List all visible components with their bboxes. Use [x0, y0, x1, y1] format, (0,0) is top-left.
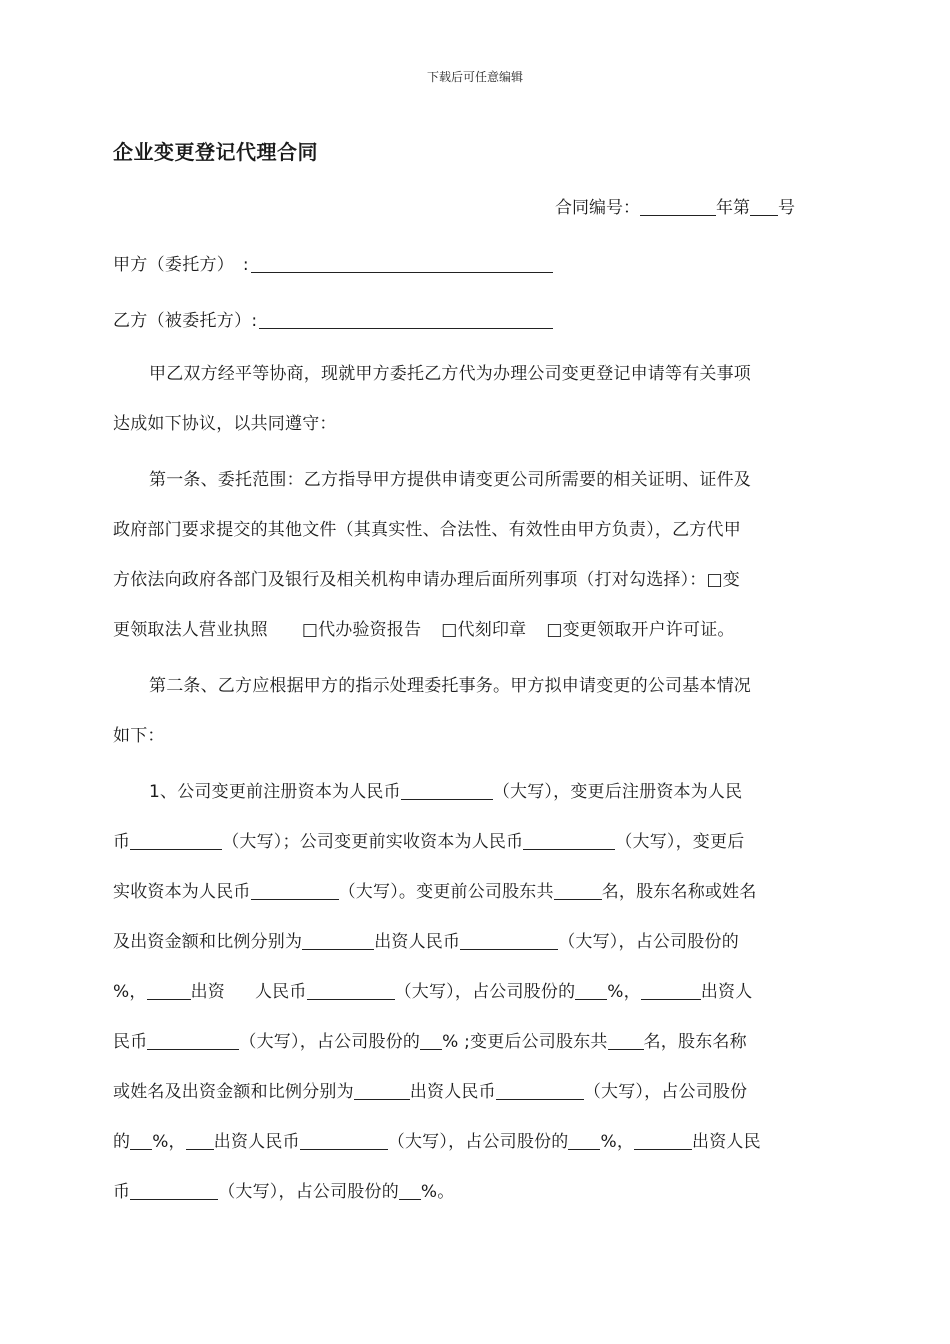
text-segment: 出资人民: [692, 1132, 761, 1152]
item-1-line-7: [113, 1067, 827, 1117]
text-segment: （大写），占公司股份的: [394, 982, 576, 1002]
text-segment: %，: [113, 982, 147, 1002]
text-segment: （大写）；公司变更前实收资本为人民币: [222, 832, 524, 852]
blank-reg-capital-after[interactable]: [130, 831, 222, 850]
blank-paid-capital-before[interactable]: [523, 831, 615, 850]
blank-shareholder-1-amount[interactable]: [460, 931, 558, 950]
text-segment: 及出资金额和比例分别为: [113, 932, 303, 952]
text-segment: （大写），占公司股份的: [558, 932, 739, 952]
text-segment: 名，股东名称: [643, 1032, 747, 1052]
blank-new-shareholder-1-name[interactable]: [354, 1081, 410, 1100]
blank-new-shareholder-2-name[interactable]: [186, 1131, 214, 1150]
text-segment: %，: [600, 1132, 635, 1152]
blank-reg-capital-before[interactable]: [401, 781, 493, 800]
contract-year-suffix: 年第: [716, 198, 750, 218]
party-b-blank[interactable]: [259, 310, 553, 329]
item-1-line-2: [113, 817, 827, 867]
article-2: [113, 661, 827, 761]
blank-shareholder-3-percent[interactable]: [420, 1031, 442, 1050]
text-segment: （大写），占公司股份的: [239, 1032, 421, 1052]
party-a-label: 甲方（委托方） :: [113, 255, 249, 275]
text-segment: （大写）。变更前公司股东共: [338, 882, 554, 902]
blank-shareholder-count-after[interactable]: [608, 1031, 644, 1050]
text-segment: 人民币: [254, 982, 307, 1002]
blank-new-shareholder-1-amount[interactable]: [496, 1081, 584, 1100]
item-1-line-8: [113, 1117, 827, 1167]
contract-number-suffix: 号: [778, 198, 795, 218]
item-1-line-3: [113, 867, 827, 917]
item-1-line-9: [113, 1167, 827, 1217]
article-1-line-3: [113, 555, 827, 605]
document-title: 企业变更登记代理合同: [113, 140, 318, 164]
text-segment: 名，股东名称或姓名: [601, 882, 757, 902]
text-segment: %。: [420, 1182, 455, 1202]
text-segment: 实收资本为人民币: [113, 882, 251, 902]
text-segment: （大写），占公司股份的: [387, 1132, 569, 1152]
option-seal-engraving[interactable]: □代刻印章: [441, 620, 527, 640]
text-segment: 币: [113, 832, 131, 852]
contract-number-line: [555, 193, 795, 218]
text-segment: 民币: [113, 1032, 148, 1052]
party-b-line: [113, 306, 553, 331]
blank-shareholder-2-amount[interactable]: [307, 981, 395, 1000]
blank-shareholder-1-name[interactable]: [302, 931, 374, 950]
blank-new-shareholder-2-amount[interactable]: [300, 1131, 388, 1150]
item-1: [113, 767, 827, 1217]
text-segment: 的: [113, 1132, 131, 1152]
contract-number-label: 合同编号：: [555, 198, 640, 218]
article-1-line-4: [113, 605, 827, 655]
text-segment: %，: [152, 1132, 186, 1152]
item-1-line-5: [113, 967, 827, 1017]
blank-shareholder-2-percent[interactable]: [575, 981, 607, 1000]
text-segment: （大写），变更后注册资本为人民: [492, 782, 743, 802]
party-b-label: 乙方（被委托方）:: [113, 311, 258, 331]
contract-number-blank[interactable]: [750, 197, 778, 216]
text-segment: % ;变更后公司股东共: [442, 1032, 608, 1052]
article-2-line-2: 如下：: [113, 726, 165, 746]
intro-line-2: 达成如下协议，以共同遵守：: [113, 414, 337, 434]
blank-new-shareholder-3-name[interactable]: [634, 1131, 692, 1150]
text-segment: 出资人民币: [374, 932, 461, 952]
blank-shareholder-3-name[interactable]: [641, 981, 701, 1000]
item-1-line-1: [113, 767, 827, 817]
text-segment: （大写），占公司股份: [583, 1082, 748, 1102]
option-account-license[interactable]: □变更领取开户许可证。: [546, 620, 735, 640]
article-1: [113, 455, 827, 655]
article-1-line-1: 第一条、委托范围：乙方指导甲方提供申请变更公司所需要的相关证明、证件及: [149, 470, 751, 490]
blank-paid-capital-after[interactable]: [251, 881, 339, 900]
intro-line-1: 甲乙双方经平等协商，现就甲方委托乙方代为办理公司变更登记申请等有关事项: [149, 364, 751, 384]
blank-new-shareholder-3-amount[interactable]: [130, 1181, 218, 1200]
text-segment: （大写），占公司股份的: [218, 1182, 399, 1202]
text-segment: %，: [607, 982, 641, 1002]
text-segment: 出资: [190, 982, 225, 1002]
blank-new-shareholder-1-percent[interactable]: [130, 1131, 152, 1150]
text-segment: 1、公司变更前注册资本为人民币: [149, 782, 401, 802]
header-note: 下载后可任意编辑: [426, 70, 523, 84]
blank-new-shareholder-2-percent[interactable]: [568, 1131, 600, 1150]
article-1-line-2: 政府部门要求提交的其他文件（其真实性、合法性、有效性由甲方负责），乙方代甲: [113, 520, 741, 540]
intro-paragraph: [113, 349, 827, 449]
text-segment: 或姓名及出资金额和比例分别为: [113, 1082, 354, 1102]
text-segment: 出资人民币: [213, 1132, 300, 1152]
contract-year-blank[interactable]: [640, 197, 716, 216]
text-segment: 出资人: [700, 982, 753, 1002]
blank-shareholder-2-name[interactable]: [147, 981, 191, 1000]
text-segment: 币: [113, 1182, 131, 1202]
blank-shareholder-count-before[interactable]: [554, 881, 602, 900]
option-business-license-b[interactable]: 更领取法人营业执照: [113, 620, 268, 640]
item-1-line-6: [113, 1017, 827, 1067]
option-capital-verification[interactable]: □代办验资报告: [301, 620, 422, 640]
blank-shareholder-3-amount[interactable]: [147, 1031, 239, 1050]
text-segment: （大写），变更后: [615, 832, 745, 852]
party-a-blank[interactable]: [251, 254, 553, 273]
text-segment: 出资人民币: [409, 1082, 496, 1102]
option-business-license-a[interactable]: □变: [706, 570, 740, 590]
item-1-line-4: [113, 917, 827, 967]
article-2-line-1: 第二条、乙方应根据甲方的指示处理委托事务。甲方拟申请变更的公司基本情况: [149, 676, 751, 696]
article-1-line-3-text: 方依法向政府各部门及银行及相关机构申请办理后面所列事项（打对勾选择）：: [113, 570, 707, 590]
party-a-line: [113, 250, 553, 275]
blank-new-shareholder-3-percent[interactable]: [399, 1181, 421, 1200]
